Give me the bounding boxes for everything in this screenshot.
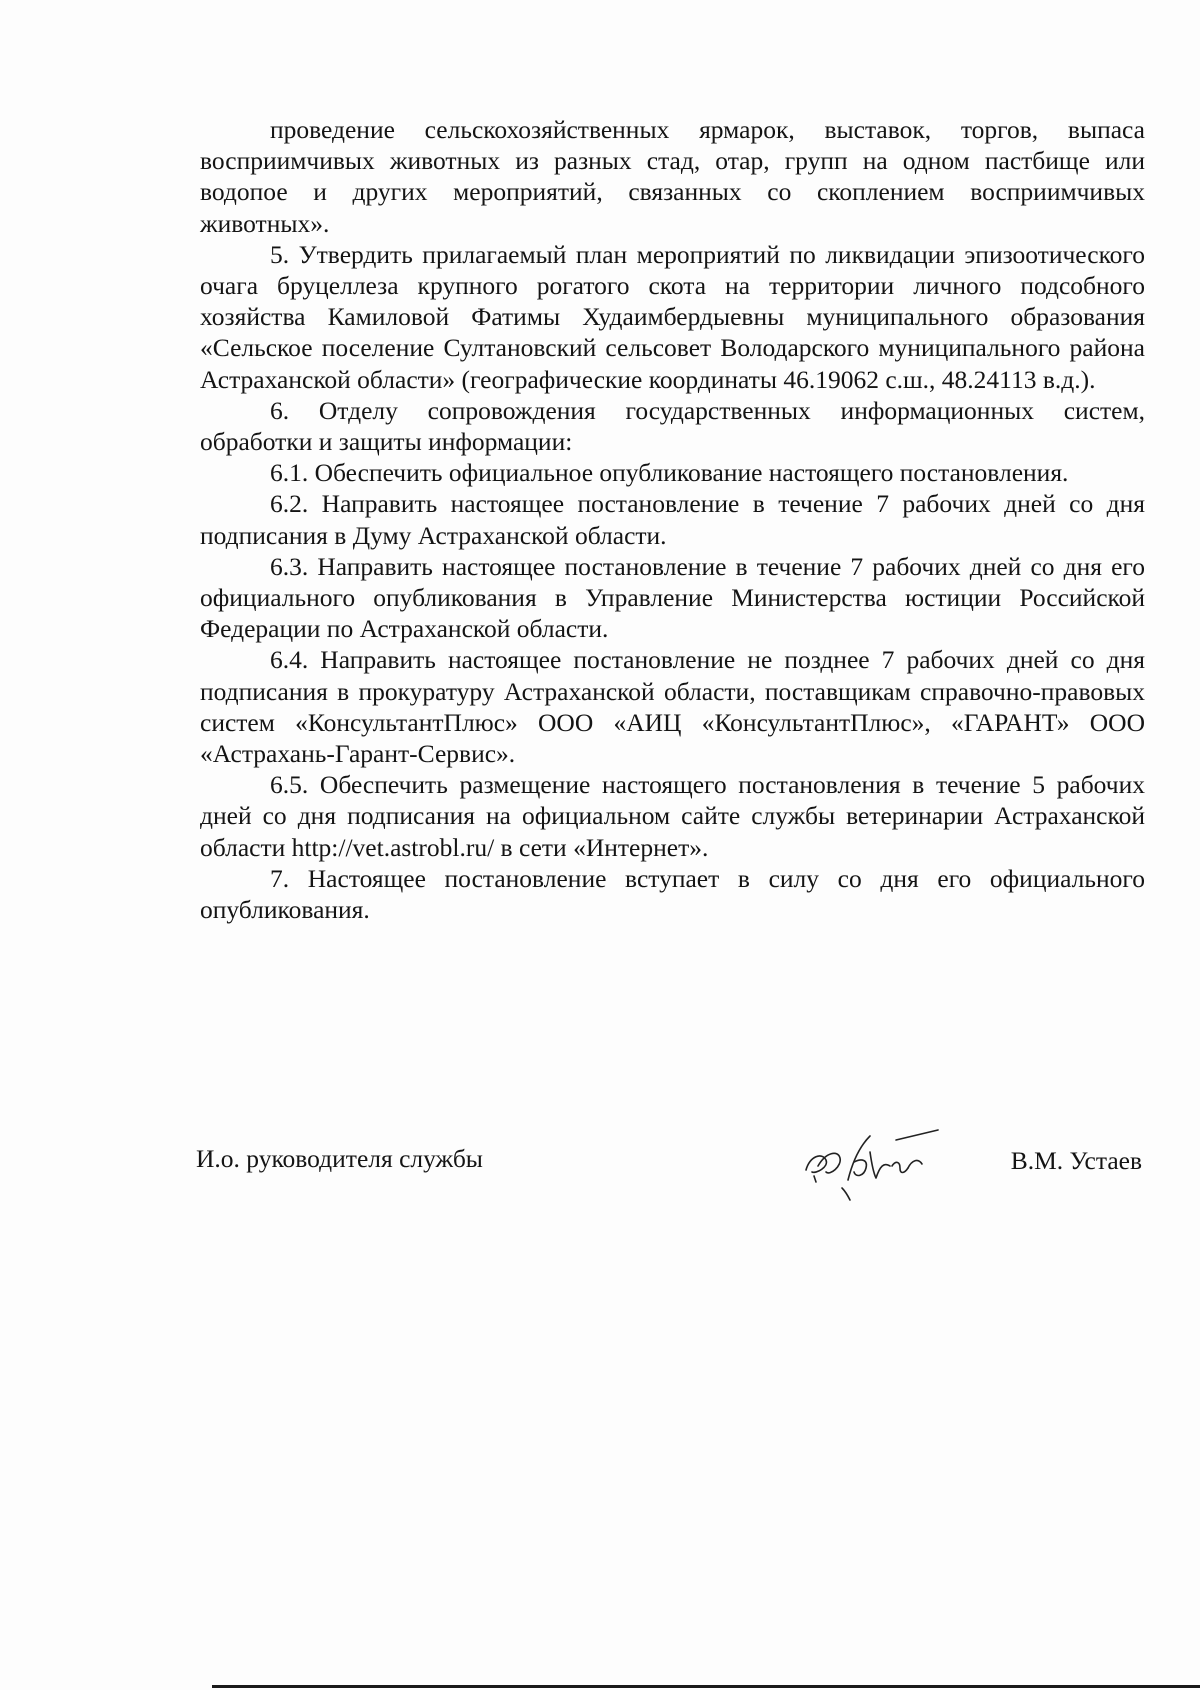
paragraph-continuation-first-line: проведение сельскохозяйственных ярмарок, выставок, торгов, выпаса — [270, 115, 1145, 144]
handwritten-signature — [796, 1122, 956, 1202]
paragraph-item-5: 5. Утвердить прилагаемый план мероприятий по ликвидации эпизоотического очага бруцеллеза крупного рогатого скота на территории личного подсобного хозяйства Камиловой Фатимы Худаимбердыевны муниципального образования «Сельское поселение Султановский сельсовет Володарского муниципального района Астраханской области» (географические координаты 46.19062 с.ш., 48.24113 в.д.). — [200, 239, 1145, 394]
paragraph-continuation — [200, 114, 1145, 239]
bottom-border-line — [212, 1685, 1200, 1688]
paragraph-continuation-rest: восприимчивых животных из разных стад, отар, групп на одном пастбище или водопое и других мероприятий, связанных со скоплением восприимчивых животных». — [200, 146, 1145, 238]
signature-block — [196, 1136, 1142, 1206]
paragraph-item-6-4: 6.4. Направить настоящее постановление не позднее 7 рабочих дней со дня подписания в прокуратуру Астраханской области, поставщикам справочно-правовых систем «КонсультантПлюс» ООО «АИЦ «КонсультантПлюс», «ГАРАНТ» ООО «Астрахань-Гарант-Сервис». — [200, 645, 1145, 769]
paragraph-item-6: 6. Отделу сопровождения государственных информационных систем, обработки и защиты информации: — [200, 395, 1145, 457]
paragraph-item-6-3: 6.3. Направить настоящее постановление в течение 7 рабочих дней со дня его официального опубликования в Управление Министерства юстиции Российской Федерации по Астраханской области. — [200, 551, 1145, 644]
signatory-name: В.М. Устаев — [1010, 1146, 1142, 1175]
signatory-title: И.о. руководителя службы — [196, 1144, 483, 1173]
paragraph-item-6-1: 6.1. Обеспечить официальное опубликование настоящего постановления. — [270, 458, 1069, 488]
paragraph-item-6-5: 6.5. Обеспечить размещение настоящего постановления в течение 5 рабочих дней со дня подписания на официальном сайте службы ветеринарии Астраханской области http://vet.astrobl.ru/ в сети «Интернет». — [200, 770, 1145, 862]
paragraph-item-6-2: 6.2. Направить настоящее постановление в течение 7 рабочих дней со дня подписания в Думу Астраханской области. — [200, 489, 1145, 550]
document-body — [200, 114, 1145, 925]
paragraph-item-7: 7. Настоящее постановление вступает в силу со дня его официального опубликования. — [200, 863, 1145, 925]
